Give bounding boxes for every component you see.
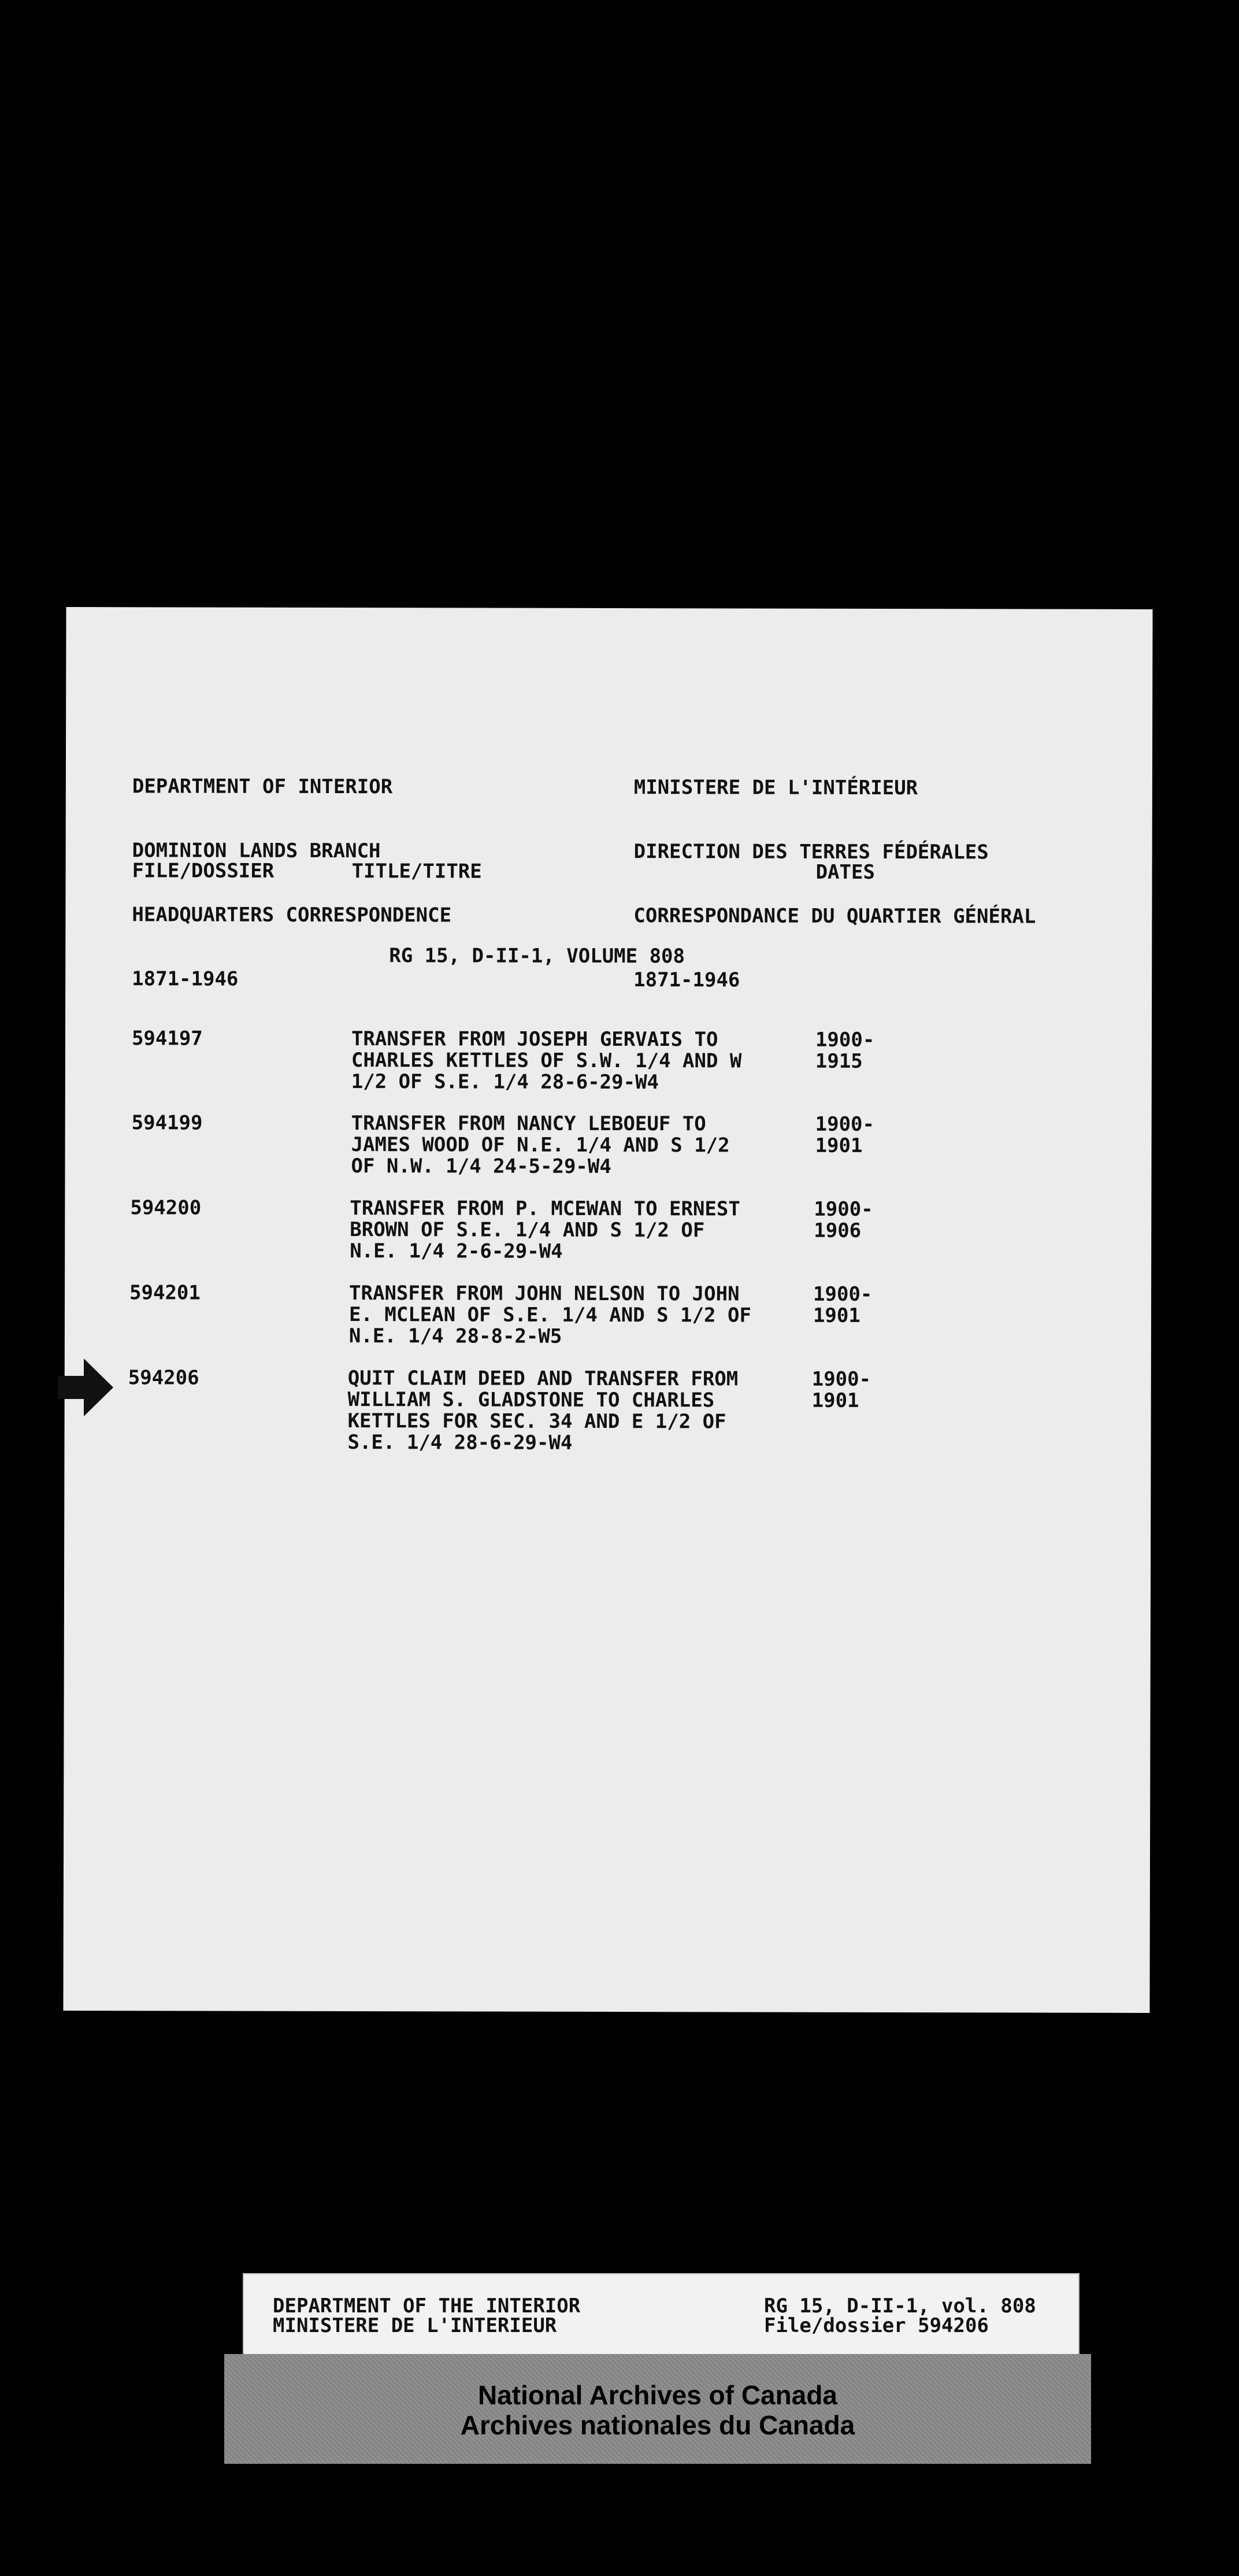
archive-label-line: MINISTERE DE L'INTERIEUR (273, 2314, 557, 2337)
archive-label-line: RG 15, D-II-1, vol. 808 (764, 2294, 1036, 2318)
entry-dates: 1900-1901 (813, 1282, 873, 1327)
header-right (633, 734, 1036, 1034)
header-right-line-3: CORRESPONDANCE DU QUARTIER GÉNÉRAL (633, 904, 1036, 928)
entry-title-line: OF N.W. 1/4 24-5-29-W4 (351, 1154, 611, 1179)
entry-title-line: QUIT CLAIM DEED AND TRANSFER FROM (347, 1367, 739, 1391)
entry-file-number: 594200 (130, 1196, 202, 1220)
archive-label-department (273, 2296, 580, 2336)
arrow-right-icon (58, 1356, 116, 1419)
header-left-line-3: HEADQUARTERS CORRESPONDENCE (132, 903, 452, 927)
document-sheet (63, 607, 1152, 2013)
entry-dates: 1900-1901 (815, 1112, 875, 1157)
entry-title-line: WILLIAM S. GLADSTONE TO CHARLES (347, 1388, 715, 1412)
entry-file-number: 594206 (128, 1366, 199, 1390)
entry-title (349, 1283, 811, 1348)
entry-title-line: N.E. 1/4 2-6-29-W4 (350, 1239, 563, 1263)
entry-title-line: S.E. 1/4 28-6-29-W4 (347, 1431, 573, 1454)
entry-title-line: KETTLES FOR SEC. 34 AND E 1/2 OF (347, 1409, 726, 1434)
entry-title-line: TRANSFER FROM P. MCEWAN TO ERNEST (350, 1197, 740, 1221)
entry-title-line: JAMES WOOD OF N.E. 1/4 AND S 1/2 (351, 1133, 730, 1157)
entry-title-line: CHARLES KETTLES OF S.W. 1/4 AND W (351, 1049, 742, 1073)
entry-dates: 1900-1915 (815, 1028, 875, 1073)
archives-stamp (224, 2354, 1091, 2464)
archives-stamp-english: National Archives of Canada (477, 2380, 837, 2410)
entry-title-line: N.E. 1/4 28-8-2-W5 (348, 1324, 562, 1348)
header-left-line-1: DEPARTMENT OF INTERIOR (132, 775, 393, 799)
entry-title-line: BROWN OF S.E. 1/4 AND S 1/2 OF (350, 1218, 705, 1242)
archive-label (243, 2273, 1080, 2362)
archive-label-line: File/dossier 594206 (764, 2314, 989, 2337)
archives-stamp-french: Archives nationales du Canada (460, 2410, 855, 2440)
entry-title (351, 1028, 814, 1094)
entry-title (350, 1198, 812, 1263)
entry-file-number: 594197 (131, 1027, 203, 1050)
archive-label-reference (764, 2296, 1036, 2336)
entry-title-line: TRANSFER FROM NANCY LEBOEUF TO (351, 1112, 706, 1136)
entry-title-line: E. MCLEAN OF S.E. 1/4 AND S 1/2 OF (348, 1303, 752, 1327)
header-left (132, 733, 452, 1033)
entry-file-number: 594199 (131, 1111, 203, 1135)
header-left-line-4: 1871-1946 (132, 967, 239, 991)
column-header-title: TITLE/TITRE (351, 860, 482, 883)
entry-title-line: TRANSFER FROM JOSEPH GERVAIS TO (351, 1027, 718, 1052)
entry-title-line: TRANSFER FROM JOHN NELSON TO JOHN (349, 1282, 740, 1306)
header-right-line-1: MINISTERE DE L'INTÉRIEUR (633, 776, 918, 800)
entry-title (347, 1368, 810, 1454)
column-header-dates: DATES (815, 860, 875, 884)
column-header-file: FILE/DOSSIER (132, 859, 274, 883)
entry-title (351, 1113, 813, 1178)
entry-file-number: 594201 (129, 1281, 201, 1305)
header-left-line-2: DOMINION LANDS BRANCH (132, 839, 381, 863)
header-right-line-4: 1871-1946 (633, 968, 740, 992)
archive-label-line: DEPARTMENT OF THE INTERIOR (273, 2294, 581, 2318)
volume-reference: RG 15, D-II-1, VOLUME 808 (389, 944, 685, 968)
entry-dates: 1900-1901 (811, 1367, 871, 1412)
entry-title-line: 1/2 OF S.E. 1/4 28-6-29-W4 (351, 1070, 659, 1094)
header-right-line-2: DIRECTION DES TERRES FÉDÉRALES (633, 840, 989, 864)
entry-dates: 1900-1906 (814, 1197, 873, 1242)
